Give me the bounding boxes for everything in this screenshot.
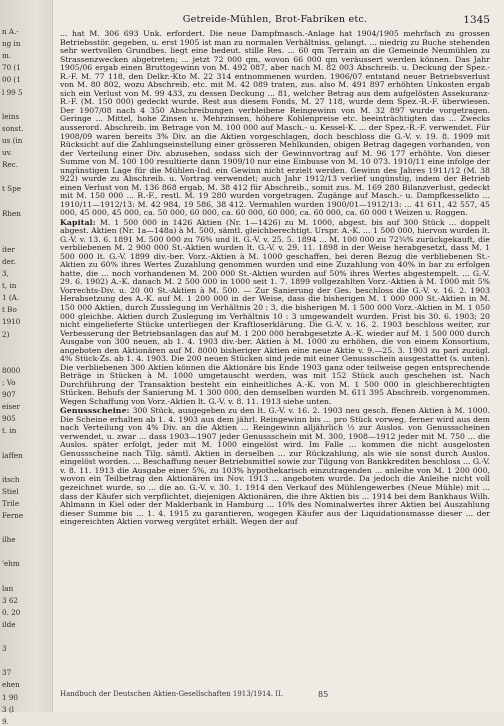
margin-fragment: 907 xyxy=(2,390,16,399)
paragraph-kapital xyxy=(60,219,490,407)
margin-fragment: 1 90 xyxy=(2,692,19,702)
margin-fragment: 1 (A. xyxy=(2,293,20,303)
margin-fragment: lan xyxy=(2,583,14,593)
margin-fragment: t, in xyxy=(2,281,17,291)
margin-fragment: 37 xyxy=(2,668,12,678)
paragraph-text: M. 1 500 000 in 1426 Aktien (Nr. 1—1426) zu M. 1000, abgest. bis auf 300 Stück ... doppelt abgest. Aktien (Nr. 1a—148a) à M. 500, sämtl. gleichberechtigt. Urspr. A.-K. ... 1 500 000, hiervon wurden lt. G.-V. v. 13. 6. 1891 M. 500 000 zu 76% und lt. G.-V. v. 25. 5. 1894 ... M. 100 000 zu 72¾% zurückgekauft, die verbliebenen M. 2 900 000 St.-Aktien wurden lt. G.-V. v. 29. 11. 1898 in der Weise herabgesetzt, dass M. 1 500 000 lt. G.-V. 1899 div.-ber. Vorz.-Aktien à M. 1000 geschaffen, bei deren Bezug die verbliebenen St.-Aktien zu 60% ihres Wertes Zuzahlung genommen wurden und eine Zuzahlung von 40% in bar zu erfolgen hatte, die ... noch vorhandenen M. 200 000 St.-Aktien wurden auf 50% ihres Wertes abgestempelt. ... G.-V. 29. 6. 1902) A.-K. danach M. 2 500 000 in 1000 seit 1. 7. 1899 vollgezahlten Vorz.-Aktien à M. 1000 mit 5% Vorrechts-Div. u. 20 00 St.-Aktien à M. 500. — Zur Sanierung der Ges. beschloss die G.-V. v. 16. 2. 1903 Herabsetzung des A.-K. auf M. 1 200 000 in der Weise, dass die bisherigen M. 1 000 000 St.-Aktien in M. 150 000 Aktien, durch Zusslegung im Verhältnis 20 : 3, die bisherigen M. 1 500 000 Vorz.-Aktien in M. 1 050 000 gleichbe. Aktien durch Zuslegung im Verhältnis 10 : 3 umgewandelt wurden. Frist bis 30. 6. 1903; 20 nicht eingelieferte Stücke unterliegen der Kraftloserklärung. Die G.-V. v. 16. 2. 1903 beschloss weiter, zur Verbesserung der Betriebsanlagen das auf M. 1 200 000 herabgesetzte A.-K. wieder auf M. 1 500 000 durch Ausgabe von 300 neuen, ab 1. 4. 1903 div.-ber. Aktien à M. 1000 zu erhöhen, die von einem Konsortium, angeboten den Aktionären auf M. 8000 bisheriger Aktien eine neue Aktie v. 9.—25. 3. 1903 zu pari zuzügl. 4% Stück-Zs. ab 1. 4. 1903. Die 200 neuen Stücken sind jede mit einer Genussschein ausgestattet (s. unten). Die verbliebenen 300 Aktien können die Aktionäre bis Ende 1903 ganz oder teilweise gegen entsprechende Beträge in Stücken à M. 1000 umgetauscht werden, was mit 152 Stück auch geschehen ist. Nach Durchführung der Transaktion besteht ein einheitliches A.-K. von M. 1 500 000 in gleichberechtigten Stücken. Behufs der Sanierung M. 1 300 000, den demselben wurden M. 611 395 Abschreib. vorgenommen. Wegen Schaffung von Vorz.-Aktien lt. G.-V. v. 8. 11. 1913 siehe unten. xyxy=(60,217,490,407)
margin-fragment: 00 (1 xyxy=(2,75,21,85)
margin-fragment: us (in xyxy=(2,135,23,145)
margin-fragment: t Spe xyxy=(2,184,21,194)
margin-fragment: 0. 20 xyxy=(2,607,21,617)
margin-fragment: ; Vo xyxy=(2,377,16,387)
margin-fragment: 3 62 xyxy=(2,595,19,605)
facing-page-margin xyxy=(0,0,53,726)
page-header xyxy=(60,14,490,30)
margin-fragment: uv. xyxy=(2,148,13,157)
paragraph-history xyxy=(60,30,490,218)
margin-fragment: Trile xyxy=(2,498,20,508)
margin-fragment: 8000 xyxy=(2,365,21,375)
paragraph-genussscheine xyxy=(60,407,490,527)
margin-fragment: t Bo xyxy=(2,305,17,315)
paragraph-text: ... hat M. 306 693 Unk. erfordert. Die neue Dampfmasch.-Anlage hat 1904/1905 mehrfach zu grossen Betriebsstör. gegeben, u. erst 1905 ist man zu normalen Verhältniss. gelangt. ... niedrig zu Buche stehenden sehr wertvollen Grundbes. liegt eine bedeut. stille Res. ... 60 qm Terrain an die Gemeinde Neumühlen zu Strassenzwecken abgetreten; ... jetzt 72 000 qm, wovon 66 000 qm veräussert werden können. Das Jahr 1905/06 ergab einen Bruttogewinn von M. 492 087, aber nach M. 82 003 Abschreib. u. Deckung der Spez.-R.-F. M. 77 118, den Delkr.-Kto M. 22 314 entnommenen wurden. 1906/07 entstand neuer Betriebsverlust von M. 80 802, wozu Abschreib. etc. mit M. 42 089 traten, zus. also M. 491 897 erhöhten Unkosten ergab sich ein Verlust von M. 99 433, zu dessen Deckung ... 81, welcher Betrag aus dem aufgelösten Assekuranz-R.-F. (M. 150 000) gedeckt wurde. Rest aus diesem Fonds, M. 27 118, wurde dem Spez.-R.-F. überwiesen. Der 1907/08 nach 4 350 Abschreibungen verbleibene Reingewinn von M. 32 897 wurde vorgetragen. Geringe ... Mittel, hohe Zinsen u. Mehrzinsen, höhere Kohlenpreise etc. beeinträchtigten das ... Zwecks ausserord. Abschreib. im Betrage von M. 100 000 auf Masch.- u. Kessel-K. ... der Spez.-R.-F. verwendet. Für 1908/09 waren bereits 3% Div. an die Aktien vorgeschlagen, doch beschloss die G.-V. v. 19. 8. 1909 mit Rücksicht auf die Zahlungseinstellung einer grösseren Mehlkunden, obigen Betrag dagegen vorhanden, von der Verteilung einer Div. abzusehen, sodass sich der Gewinnvortrag auf M. 96 177 erhöhte. Von dieser Summe von M. 100 100 resultierte dann 1909/10 nur eine Einbusse von M. 10 073. 1910/11 eine infolge der ungünstigen Lage für die Mühlen-Ind. ein Gewinn nicht erzielt werden. Gewinn des Jahres 1911/12 (M. 38 922) wurde zu Abschreib. u. Vortrag verwendet; auch Jahr 1912/13 verlief ungünstig, indem der Betrieb einen Verlust von M. 136 868 ergab, M. 38 412 für Abschreib., somit zus. M. 169 280 Bilanzverlust, gedeckt mit M. 150 000 ... R.-F., restl. M. 19 280 wurden vorgetragen. Zugänge auf Masch.- u. Dampfkesselkto ... 1910/11—1912/13: M. 42 984, 19 586, 38 412. Vermahlen wurden 1900/01—1912/13: ... 41 611, 42 557, 45 000, 45 000, 45 000, ca. 50 000, 60 000, ca. 60 000, 60 000, ca. 60 000, ca. 60 000 t Weizen u. Roggen. xyxy=(60,29,490,218)
margin-fragment: Rhen xyxy=(2,208,21,218)
margin-fragment: n A.- xyxy=(2,27,19,36)
page-body xyxy=(60,30,490,527)
margin-fragment: iter xyxy=(2,244,15,254)
running-title: Getreide-Mühlen, Brot-Fabriken etc. xyxy=(182,14,368,25)
margin-fragment: 2) xyxy=(2,329,10,339)
paragraph-text: 300 Stück, ausgegeben zu den lt. G.-V. v. 16. 2. 1903 neu gesch. ffenen Aktien à M. 1000. Die Scheine erhalten ab 1. 4. 1903 aus dem jährl. Reingewinn bis ... pro Stück vorweg, ferner wird aus dem nach Verteilung von 4% Div. an die Aktien ... Reingewinn alljährlich ⅓ zur Auslos. von Genussscheinen verwendet, u. zwar ... dass 1903—1907 jeder Genussschein mit M. 300, 1908—1912 jeder mit M. 750 ... die Auslos. später erfolgt, jeder mit M. 1000 eingelöst wird. Im Falle ... kommen die nicht ausgelosten Genussscheine nach Tilg. sämtl. Aktien in derselben ... zur Rückzahlung, als wie sie sonst durch Auslos. eingelöst worden. ... Beschaffung neuer Betriebsmittel sowie zur Tilgung von Bankkrediten beschloss ... G.-V. v. 8. 11. 1913 die Ausgabe einer 5%, zu 103% hypothekarisch einzutragenden ... anleihe von M. 1 200 000, wovon ein Teilbetrag den Aktionären im Nov. 1913 ... angeboten wurde. Da jedoch die Anleihe nicht voll gezeichnet wurde, so ... die ao. G.-V. v. 30. 1. 1914 den Verkauf des Mühlengewerbes (Neue Mühle) mit ... dass der Käufer sich verpflichtet, diejenigen Aktionären, die ihre Aktien bis ... 1914 bei dem Bankhaus Wilh. Ahlmann in Kiel oder der Maklerbank in Hamburg ... 10% des Nominalwertes ihrer Aktien bei Auszahlung dieser Summe bis ... 1. 4. 1915 zu garantieren, wogegen Käufer aus der Liquidationsmasse dieser ... der eingereichten Aktien vorweg vergütet erhält. Wegen der auf xyxy=(60,406,490,527)
margin-fragment: l 99 5 xyxy=(2,87,23,97)
margin-fragment: 3 xyxy=(2,644,7,654)
margin-fragment: Ferne xyxy=(2,511,24,520)
page-number: 1345 xyxy=(463,14,490,26)
footer-source: Handbuch der Deutschen Aktien-Gesellschaften 1913/1914. II. xyxy=(60,690,284,698)
margin-fragment: der. xyxy=(2,256,16,266)
paragraph-lead: Genussscheine: xyxy=(60,406,130,416)
margin-fragment: sonst. xyxy=(2,123,24,133)
margin-fragment: leins xyxy=(2,111,20,121)
margin-fragment: ehen xyxy=(2,680,20,690)
margin-fragment: 3, xyxy=(2,269,9,278)
margin-fragment: 70 (1 xyxy=(2,63,21,73)
margin-fragment: 905 xyxy=(2,414,16,424)
footer-signature: 85 xyxy=(318,690,329,699)
margin-fragment: laffen xyxy=(2,450,23,460)
page-content xyxy=(60,14,490,527)
margin-fragment: ilde xyxy=(2,619,16,629)
margin-fragment: t. in xyxy=(2,426,17,436)
margin-fragment: 1910 xyxy=(2,317,21,327)
margin-fragment: ng in xyxy=(2,39,21,49)
margin-fragment: 'ehm xyxy=(2,559,20,569)
margin-fragment: eiser xyxy=(2,402,20,412)
margin-fragment: Rec. xyxy=(2,160,18,170)
margin-fragment: itsch xyxy=(2,474,20,484)
margin-fragment: ilhe xyxy=(2,535,16,545)
margin-fragment: 3 (l xyxy=(2,704,14,714)
paragraph-lead: Kapital: xyxy=(60,217,96,227)
margin-fragment: Stiel xyxy=(2,486,19,496)
margin-fragment: 9. xyxy=(2,716,9,726)
margin-fragment: m. xyxy=(2,51,12,61)
